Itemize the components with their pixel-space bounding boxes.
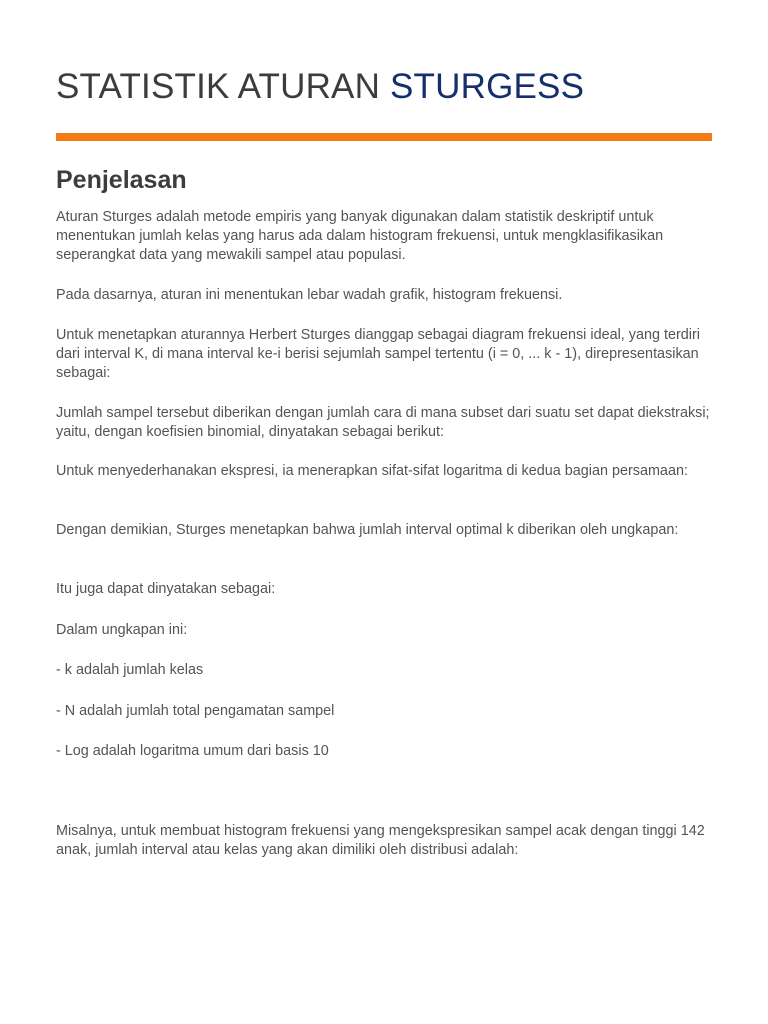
list-item-k: - k adalah jumlah kelas [56,662,204,678]
title-accent: STURGESS [390,67,585,106]
paragraph-logarithm: Untuk menyederhanakan ekspresi, ia menerapkan sifat-sifat logaritma di kedua bagian persamaan: [56,463,688,479]
paragraph-optimal: Dengan demikian, Sturges menetapkan bahwa jumlah interval optimal k diberikan oleh ungkapan: [56,522,679,538]
paragraph-basis: Pada dasarnya, aturan ini menentukan lebar wadah grafik, histogram frekuensi. [56,287,563,303]
paragraph-example: Misalnya, untuk membuat histogram frekuensi yang mengekspresikan sampel acak dengan tinggi 142 anak, jumlah interval atau kelas yang akan dimiliki oleh distribusi adalah: [56,823,705,858]
paragraph-intro: Aturan Sturges adalah metode empiris yang banyak digunakan dalam statistik deskriptif untuk menentukan jumlah kelas yang harus ada dalam histogram frekuensi, untuk mengklasifikasikan seperangkat data yang mewakili sampel atau populasi. [56,209,664,263]
page-title [56,67,584,107]
section-heading: Penjelasan [56,166,187,194]
title-divider [56,133,712,141]
paragraph-binomial: Jumlah sampel tersebut diberikan dengan jumlah cara di mana subset dari suatu set dapat diekstraksi; yaitu, dengan koefisien binomial, dinyatakan sebagai berikut: [56,405,710,440]
paragraph-expression: Dalam ungkapan ini: [56,622,188,638]
paragraph-herbert: Untuk menetapkan aturannya Herbert Sturges dianggap sebagai diagram frekuensi ideal, yang terdiri dari interval K, di mana interval ke-i berisi sejumlah sampel tertentu (i = 0, ... k - 1), direpresentasikan sebagai: [56,327,700,381]
list-item-log: - Log adalah logaritma umum dari basis 10 [56,743,329,759]
paragraph-alternate: Itu juga dapat dinyatakan sebagai: [56,581,276,597]
title-main: STATISTIK ATURAN [56,67,390,106]
list-item-n: - N adalah jumlah total pengamatan sampel [56,703,335,719]
